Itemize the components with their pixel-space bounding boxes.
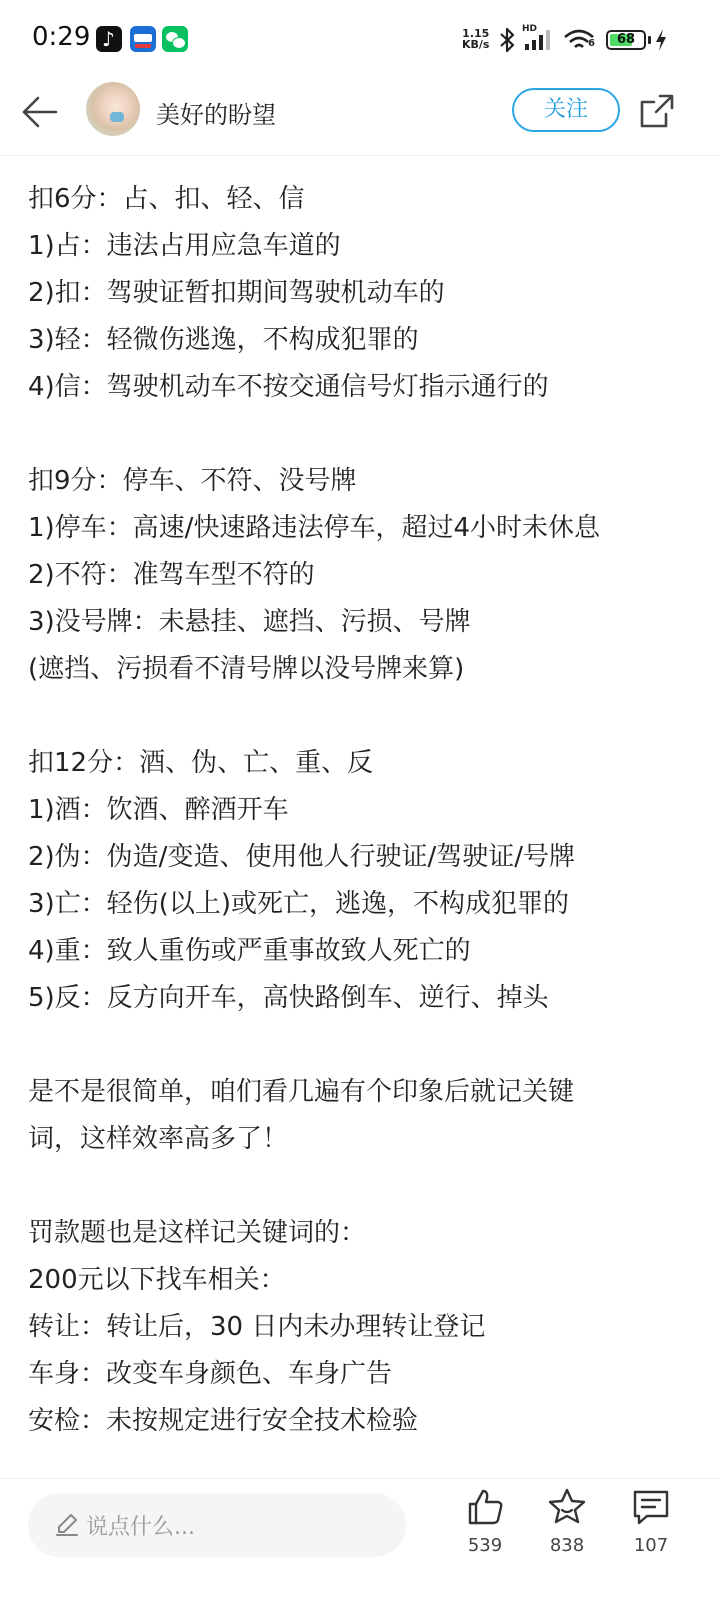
content-line: 4)信：驾驶机动车不按交通信号灯指示通行的 (28, 372, 549, 402)
star-icon (547, 1487, 587, 1527)
comment-button[interactable] (616, 1487, 686, 1587)
comment-placeholder: 说点什么... (86, 1515, 195, 1540)
follow-button[interactable]: 关注 (512, 88, 620, 132)
author-name[interactable]: 美好的盼望 (156, 101, 276, 129)
pencil-icon (54, 1511, 80, 1537)
content-line: 词，这样效率高多了！ (28, 1124, 289, 1154)
bluetooth-icon (498, 26, 516, 54)
blank-line (28, 1163, 698, 1210)
post-header (0, 80, 720, 156)
wechat-app-icon (162, 26, 188, 52)
content-line: 3)轻：轻微伤逃逸，不构成犯罪的 (28, 325, 419, 355)
blank-line (28, 1022, 698, 1069)
comment-count: 107 (633, 1535, 669, 1556)
content-line: 扣12分：酒、伪、亡、重、反 (28, 748, 374, 778)
back-icon[interactable] (18, 90, 62, 134)
car-app-icon (130, 26, 156, 52)
comment-icon (631, 1487, 671, 1527)
signal-icon (522, 26, 558, 54)
content-line: 3)亡：轻伤(以上)或死亡，逃逸，不构成犯罪的 (28, 889, 569, 919)
content-line: 车身：改变车身颜色、车身广告 (28, 1359, 393, 1389)
share-icon[interactable] (638, 92, 676, 130)
content-line: 扣9分：停车、不符、没号牌 (28, 466, 357, 496)
content-line: 安检：未按规定进行安全技术检验 (28, 1406, 419, 1436)
content-line: 1)占：违法占用应急车道的 (28, 231, 341, 261)
status-time: 0:29 (32, 22, 91, 52)
charging-icon (654, 28, 668, 52)
content-line: 是不是很简单，咱们看几遍有个印象后就记关键 (28, 1077, 575, 1107)
like-button[interactable] (450, 1487, 520, 1587)
douyin-app-icon (96, 26, 122, 52)
thumbs-up-icon (465, 1487, 505, 1527)
content-line: 2)不符：准驾车型不符的 (28, 560, 315, 590)
content-line: 3)没号牌：未悬挂、遮挡、污损、号牌 (28, 607, 471, 637)
content-line: 200元以下找车相关： (28, 1265, 286, 1295)
network-speed-unit: KB/s (462, 38, 490, 51)
wifi-generation-label: 6 (588, 38, 595, 49)
battery-level: 68 (616, 32, 636, 47)
blank-line (28, 693, 698, 740)
content-line: 2)伪：伪造/变造、使用他人行驶证/驾驶证/号牌 (28, 842, 575, 872)
like-count: 539 (467, 1535, 503, 1556)
hd-label: HD (522, 24, 538, 34)
favorite-button[interactable] (532, 1487, 602, 1587)
content-line: 转让：转让后，30 日内未办理转让登记 (28, 1312, 486, 1342)
content-line: 罚款题也是这样记关键词的： (28, 1218, 367, 1248)
comment-input[interactable] (28, 1493, 406, 1557)
content-line: 1)停车：高速/快速路违法停车，超过4小时未休息 (28, 513, 600, 543)
bottom-action-bar (0, 1478, 720, 1600)
content-line: 扣6分：占、扣、轻、信 (28, 184, 305, 214)
content-line: 1)酒：饮酒、醉酒开车 (28, 795, 289, 825)
content-line: (遮挡、污损看不清号牌以没号牌来算) (28, 654, 465, 684)
battery-indicator (606, 30, 646, 50)
content-line: 4)重：致人重伤或严重事故致人死亡的 (28, 936, 471, 966)
favorite-count: 838 (549, 1535, 585, 1556)
status-bar (0, 0, 720, 80)
battery-cap (648, 36, 651, 44)
author-avatar[interactable] (86, 82, 140, 136)
content-line: 2)扣：驾驶证暂扣期间驾驶机动车的 (28, 278, 445, 308)
post-content (28, 176, 698, 1445)
network-speed-value: 1.15 (462, 27, 490, 40)
blank-line (28, 411, 698, 458)
content-line: 5)反：反方向开车，高快路倒车、逆行、掉头 (28, 983, 549, 1013)
network-speed (462, 28, 489, 50)
